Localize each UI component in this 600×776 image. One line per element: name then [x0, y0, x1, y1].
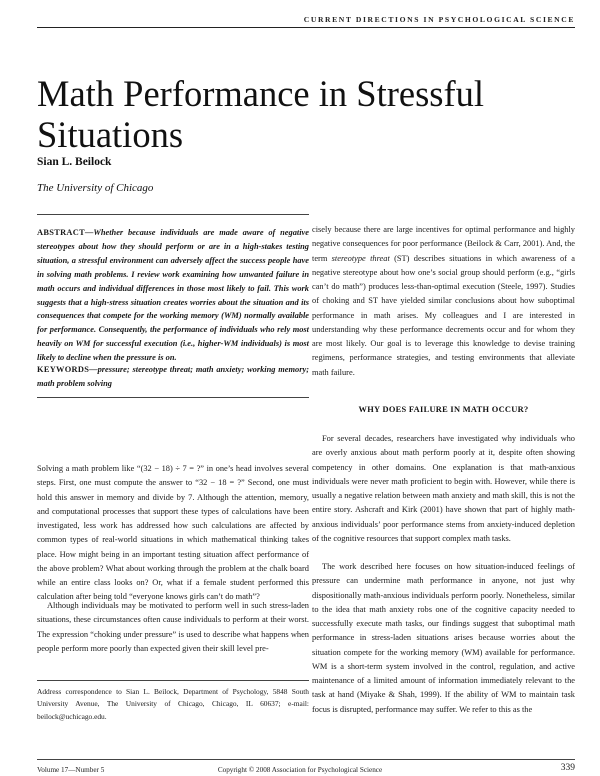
body-paragraph-choking: Although individuals may be motivated to perform well in such stress-laden situations, these circumstances often cause individuals to perform at their worst. The expression “choking under pressure” is used to describe what happens when people perform more poorly than expected given their skill level pre-	[37, 601, 309, 653]
body-paragraph-stereotype-threat	[312, 223, 575, 380]
article-title: Math Performance in Stressful Situations	[37, 73, 485, 155]
abstract-bottom-rule	[37, 397, 309, 398]
section-heading: WHY DOES FAILURE IN MATH OCCUR?	[358, 405, 529, 414]
body-paragraph-math-anxiety: For several decades, researchers have investigated why individuals who are overly anxious about math perform poorly at it, despite often showing competency in other domains. One explanation is that math-anxious individuals were never math proficient to begin with. However, while there is usually a negative relation between math anxiety and math skill, this is not the entire story. Ashcraft and Kirk (2001) have shown that part of highly math-anxious individuals’ poor performance stems from anxiety-induced depletion of the cognitive resources that support complex math tasks.	[312, 434, 575, 543]
abstract	[37, 226, 309, 365]
footnote-rule	[37, 680, 309, 681]
footer-rule	[37, 759, 575, 760]
page-number: 339	[560, 763, 575, 773]
journal-header: CURRENT DIRECTIONS IN PSYCHOLOGICAL SCIENCE	[303, 15, 575, 24]
body-paragraph-working-memory: The work described here focuses on how situation-induced feelings of pressure can undermine math performance in anyone, not just why dispositionally math-anxious individuals perform poorly. Nonetheless, similar to the idea that math anxiety robs one of the cognitive capacity needed to successfully execute math tasks, our findings suggest that suboptimal math performance in stress-laden situations arises because worries about the situation compete for the working memory (WM) available for performance. WM is a short-term system involved in the control, regulation, and active maintenance of a limited amount of information immediately relevant to the task at hand (Miyake & Shah, 1999). If the ability of WM to maintain task focus is disrupted, performance may suffer. We refer to this as the	[312, 562, 575, 714]
author-name: Sian L. Beilock	[37, 156, 112, 168]
footer-volume: Volume 17—Number 5	[37, 766, 105, 774]
body-paragraph-intro: Solving a math problem like “(32 − 18) ÷ 7 = ?” in one’s head involves several steps. First, one must compute the answer to “32 − 18 = ?” Second, one must hold this answer in memory and divide by 7. Although the attention, memory, and computational processes that support these types of calculations have been investigated, less work has addressed how such calculations are affected by common types of real-world situations in which mathematical thinking takes place. How might being in an important testing situation affect performance of the above problem? What about working through the problem at the chalk board while an entire class looks on? Or, what if a female student performed this calculation after being told “everyone knows girls can’t do math”?	[37, 464, 309, 602]
keywords-text: —pressure; stereotype threat; math anxiety; working memory; math problem solving	[37, 365, 309, 388]
correspondence-note: Address correspondence to Sian L. Beilock, Department of Psychology, 5848 South University Avenue, The University of Chicago, Chicago, IL 60637; e-mail: beilock@uchicago.edu.	[37, 687, 309, 721]
keywords	[37, 363, 309, 391]
abstract-top-rule	[37, 214, 309, 215]
footer-copyright: Copyright © 2008 Association for Psychological Science	[217, 766, 383, 774]
author-affiliation: The University of Chicago	[37, 182, 154, 194]
stereotype-threat-term: stereotype threat	[331, 253, 390, 263]
keywords-label: KEYWORDS	[37, 365, 90, 374]
header-rule	[37, 27, 575, 28]
body-text-segment: cisely because there are large incentives for optimal performance and highly negative consequences for poor performance (Beilock & Carr, 2001). And, the term	[312, 225, 575, 263]
abstract-text: —Whether because individuals are made aware of negative stereotypes about how they should perform or are in a high-stakes testing situation, a stressful environment can adversely affect the success people have in solving math problems. I review work examining how unwanted failure in math occurs and individual differences in those most likely to fail. This work suggests that a high-stress situation creates worries about the situation and its consequences that compete for the working memory (WM) normally available for performance. Consequently, the performance of individuals who rely most heavily on WM for successful execution (i.e., higher-WM individuals) is most likely to decline when the pressure is on.	[37, 228, 309, 363]
abstract-label: ABSTRACT	[37, 228, 86, 237]
body-text-segment: (ST) describes situations in which awareness of a negative stereotype about how one’s social group should perform (e.g., “girls can’t do math”) produces less-than-optimal execution (Steele, 1997). Studies of choking and ST have yielded similar conclusions about how suboptimal performance in math arises. My colleagues and I are interested in understanding why these performance decrements occur and for whom they are most likely. Our goal is to leverage this knowledge to devise training regimens, performance strategies, and testing environments that alleviate math failure.	[312, 253, 575, 377]
